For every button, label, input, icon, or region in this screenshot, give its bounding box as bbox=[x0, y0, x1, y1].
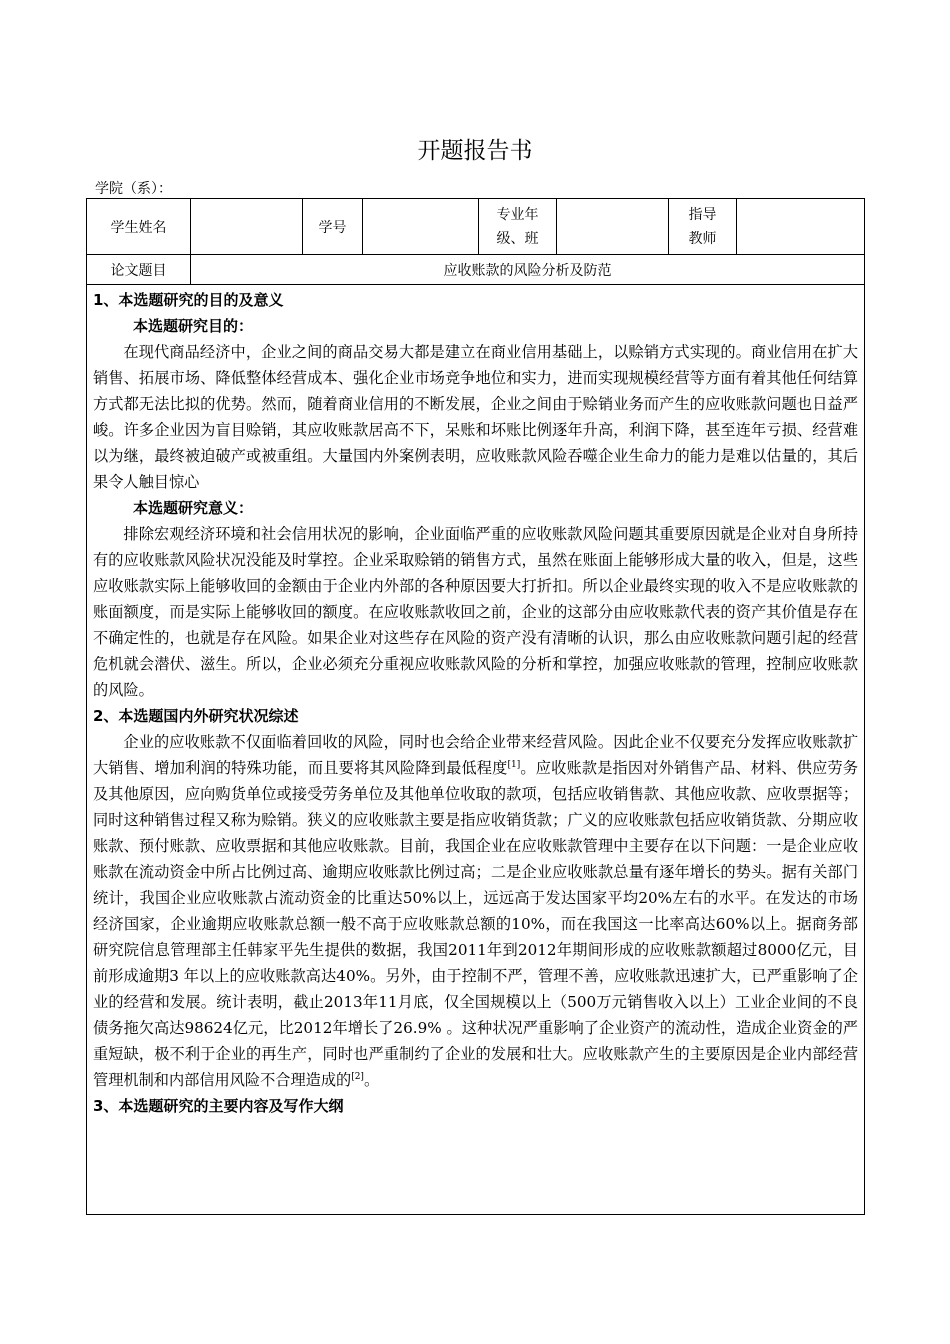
major-label-line2: 级、班 bbox=[496, 230, 539, 247]
thesis-row bbox=[87, 255, 865, 285]
student-name-label: 学生姓名 bbox=[87, 199, 191, 255]
advisor-field[interactable] bbox=[737, 199, 865, 255]
advisor-label-line1: 指导 bbox=[688, 206, 717, 223]
thesis-title-value: 应收账款的风险分析及防范 bbox=[191, 255, 865, 285]
student-id-label: 学号 bbox=[303, 199, 363, 255]
section-3-heading: 3、本选题研究的主要内容及写作大纲 bbox=[93, 1097, 344, 1115]
student-id-field[interactable] bbox=[363, 199, 479, 255]
purpose-subheading: 本选题研究目的： bbox=[133, 317, 254, 335]
advisor-label-line2: 教师 bbox=[688, 230, 717, 247]
major-field[interactable] bbox=[557, 199, 669, 255]
review-text-b: 。应收账款是指因对外销售产品、材料、供应劳务及其他原因，应向购货单位或接受劳务单位及其他单位收取的款项，包括应收销售款、其他应收款、应收票据等；同时这种销售过程又称为赊销。狭义的应收账款主要是指应收销货款；广义的应收账款包括应收销货款、分期应收账款、预付账款、应收票据和其他应收账款。目前，我国企业在应收账款管理中主要存在以下问题：一是企业应收账款在流动资金中所占比例过高、逾期应收账款比例过高；二是企业应收账款总量有逐年增长的势头。据有关部门统计，我国企业应收账款占流动资金的比重达50%以上，远远高于发达国家平均20%左右的水平。在发达的市场经济国家，企业逾期应收账款总额一般不高于应收账款总额的10%，而在我国这一比率高达60%以上。据商务部研究院信息管理部主任韩家平先生提供的数据，我国2011年到2012年期间形成的应收账款额超过8000亿元，目前形成逾期3 年以上的应收账款高达40%。另外，由于控制不严，管理不善，应收账款迅速扩大，已严重影响了企业的经营和发展。统计表明，截止2013年11月底，仅全国规模以上（500万元销售收入以上）工业企业间的不良债务拖欠高达98624亿元，比2012年增长了26.9% 。这种状况严重影响了企业资产的流动性，造成企业资金的严重短缺，极不利于企业的再生产，同时也严重制约了企业的发展和壮大。应收账款产生的主要原因是企业内部经营管理机制和内部信用风险不合理造成的 bbox=[93, 759, 859, 1089]
significance-subheading: 本选题研究意义： bbox=[133, 499, 254, 517]
citation-1: [1] bbox=[507, 759, 521, 770]
info-row bbox=[87, 199, 865, 255]
review-paragraph bbox=[93, 729, 858, 1093]
citation-2: [2] bbox=[351, 1071, 364, 1082]
advisor-label bbox=[669, 199, 737, 255]
review-text-c: 。 bbox=[363, 1071, 380, 1089]
proposal-form-table bbox=[86, 198, 865, 1215]
student-name-field[interactable] bbox=[191, 199, 303, 255]
major-label-line1: 专业年 bbox=[496, 206, 539, 223]
review-text-a: 企业的应收账款不仅面临着回收的风险，同时也会给企业带来经营风险。因此企业不仅要充分发挥应收账款扩大销售、增加利润的特殊功能，而且要将其风险降到最低程度 bbox=[93, 733, 858, 777]
content-cell bbox=[87, 285, 865, 1215]
section-2-heading: 2、本选题国内外研究状况综述 bbox=[93, 707, 299, 725]
content-row bbox=[87, 285, 865, 1215]
significance-paragraph: 排除宏观经济环境和社会信用状况的影响，企业面临严重的应收账款风险问题其重要原因就是企业对自身所持有的应收账款风险状况没能及时掌控。企业采取赊销的销售方式，虽然在账面上能够形成大量的收入，但是，这些应收账款实际上能够收回的金额由于企业内外部的各种原因要大打折扣。所以企业最终实现的收入不是应收账款的账面额度，而是实际上能够收回的额度。在应收账款收回之前，企业的这部分由应收账款代表的资产其价值是存在不确定性的，也就是存在风险。如果企业对这些存在风险的资产没有清晰的认识，那么由应收账款问题引起的经营危机就会潜伏、滋生。所以，企业必须充分重视应收账款风险的分析和掌控，加强应收账款的管理，控制应收账款的风险。 bbox=[93, 525, 858, 699]
thesis-title-label: 论文题目 bbox=[87, 255, 191, 285]
page-title: 开题报告书 bbox=[417, 138, 533, 164]
purpose-paragraph: 在现代商品经济中，企业之间的商品交易大都是建立在商业信用基础上，以赊销方式实现的。商业信用在扩大销售、拓展市场、降低整体经营成本、强化企业市场竞争地位和实力，进而实现规模经营等方面有着其他任何结算方式都无法比拟的优势。然而，随着商业信用的不断发展，企业之间由于赊销业务而产生的应收账款问题也日益严峻。许多企业因为盲目赊销，其应收账款居高不下，呆账和坏账比例逐年升高，利润下降，甚至连年亏损、经营难以为继，最终被迫破产或被重组。大量国内外案例表明，应收账款风险吞噬企业生命力的能力是难以估量的，其后果令人触目惊心 bbox=[93, 343, 858, 491]
college-label: 学院（系）： bbox=[95, 181, 172, 197]
major-label bbox=[479, 199, 557, 255]
section-1-heading: 1、本选题研究的目的及意义 bbox=[93, 291, 284, 309]
